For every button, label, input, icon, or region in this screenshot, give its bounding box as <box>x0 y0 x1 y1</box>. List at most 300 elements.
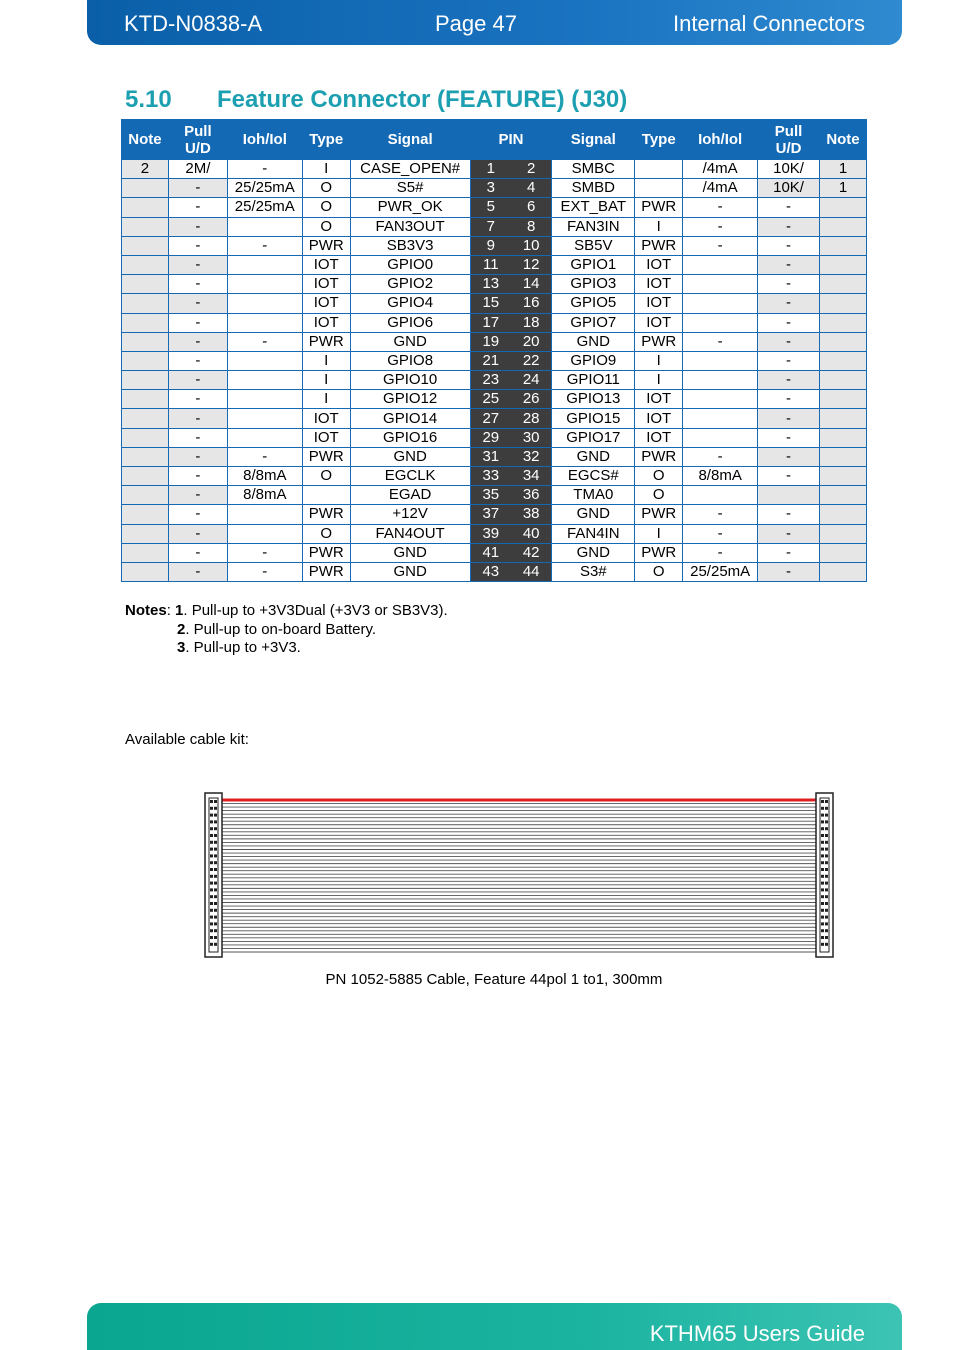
table-cell: I <box>302 390 350 409</box>
table-row <box>122 275 867 294</box>
connector-pin <box>210 902 213 905</box>
pin-number: 10 <box>511 236 552 255</box>
table-cell: I <box>635 524 683 543</box>
pin-number: 18 <box>511 313 552 332</box>
pin-number: 15 <box>470 294 511 313</box>
feature-cable-image <box>204 792 836 960</box>
connector-pin <box>825 875 828 878</box>
table-cell: - <box>168 332 227 351</box>
left-connector <box>205 793 222 957</box>
table-cell <box>227 217 302 236</box>
table-cell: - <box>168 447 227 466</box>
section-number: 5.10 <box>125 86 172 113</box>
connector-pin <box>210 922 213 925</box>
connector-pin <box>821 929 824 932</box>
table-cell: GND <box>552 543 635 562</box>
page-header <box>87 0 902 45</box>
pin-number: 26 <box>511 390 552 409</box>
table-cell: GPIO1 <box>552 255 635 274</box>
table-cell: PWR <box>302 236 350 255</box>
page-footer <box>87 1303 902 1350</box>
table-row <box>122 198 867 217</box>
table-cell <box>122 313 169 332</box>
table-cell: O <box>635 562 683 581</box>
table-cell: IOT <box>635 275 683 294</box>
table-cell <box>122 409 169 428</box>
table-cell: PWR <box>635 505 683 524</box>
table-cell: EGCS# <box>552 467 635 486</box>
table-cell: IOT <box>302 294 350 313</box>
pin-number: 23 <box>470 371 511 390</box>
table-cell: PWR <box>302 562 350 581</box>
table-row <box>122 524 867 543</box>
connector-pin <box>825 807 828 810</box>
connector-pin <box>210 909 213 912</box>
section-title: Internal Connectors <box>673 11 865 36</box>
table-cell: S5# <box>350 179 470 198</box>
pin-number: 43 <box>470 562 511 581</box>
table-cell: FAN4IN <box>552 524 635 543</box>
table-cell: - <box>168 409 227 428</box>
table-cell: - <box>758 255 820 274</box>
pin-number: 3 <box>470 179 511 198</box>
connector-pin <box>821 916 824 919</box>
right-connector <box>816 793 833 957</box>
table-cell: GPIO4 <box>350 294 470 313</box>
table-cell: - <box>758 467 820 486</box>
pin-number: 28 <box>511 409 552 428</box>
table-row <box>122 255 867 274</box>
table-cell <box>122 447 169 466</box>
connector-pin <box>214 800 217 803</box>
connector-pin <box>210 807 213 810</box>
table-row <box>122 160 867 179</box>
table-cell <box>122 255 169 274</box>
connector-pin <box>214 895 217 898</box>
table-cell <box>122 505 169 524</box>
table-cell: - <box>683 447 758 466</box>
page-number: Page 47 <box>435 11 517 36</box>
table-cell: EGAD <box>350 486 470 505</box>
table-row <box>122 371 867 390</box>
header-pull-right: Pull U/D <box>758 120 820 160</box>
connector-pin <box>821 820 824 823</box>
table-cell <box>122 428 169 447</box>
connector-pin <box>210 814 213 817</box>
table-row <box>122 562 867 581</box>
table-cell: GND <box>552 447 635 466</box>
pin-number: 25 <box>470 390 511 409</box>
connector-pin <box>825 820 828 823</box>
table-cell: +12V <box>350 505 470 524</box>
table-cell: - <box>168 505 227 524</box>
table-cell: IOT <box>302 275 350 294</box>
table-cell <box>819 543 866 562</box>
table-cell: EGCLK <box>350 467 470 486</box>
table-cell: GPIO11 <box>552 371 635 390</box>
connector-pin <box>821 814 824 817</box>
table-cell: - <box>758 217 820 236</box>
connector-pin <box>821 902 824 905</box>
table-cell <box>227 255 302 274</box>
header-iohiol-left: Ioh/Iol <box>227 120 302 160</box>
table-cell: - <box>168 275 227 294</box>
connector-pin <box>825 909 828 912</box>
table-cell: - <box>168 217 227 236</box>
connector-pin <box>825 800 828 803</box>
table-cell: - <box>168 524 227 543</box>
table-cell: - <box>758 351 820 370</box>
connector-pin <box>821 834 824 837</box>
connector-pin <box>821 827 824 830</box>
pin-number: 13 <box>470 275 511 294</box>
table-cell: S3# <box>552 562 635 581</box>
pin-number: 38 <box>511 505 552 524</box>
table-cell <box>819 524 866 543</box>
table-cell: - <box>758 447 820 466</box>
table-cell <box>683 294 758 313</box>
table-row <box>122 217 867 236</box>
table-cell <box>302 486 350 505</box>
connector-pin <box>210 868 213 871</box>
table-cell <box>683 255 758 274</box>
table-cell <box>683 313 758 332</box>
table-row <box>122 447 867 466</box>
table-cell: FAN4OUT <box>350 524 470 543</box>
table-cell <box>819 236 866 255</box>
connector-pin <box>210 841 213 844</box>
table-row <box>122 351 867 370</box>
table-cell: I <box>302 160 350 179</box>
table-cell: 25/25mA <box>227 198 302 217</box>
table-cell: 10K/ <box>758 179 820 198</box>
table-cell <box>819 562 866 581</box>
table-cell: - <box>168 371 227 390</box>
table-row <box>122 236 867 255</box>
table-cell: SB3V3 <box>350 236 470 255</box>
table-cell: - <box>168 179 227 198</box>
header-note-right: Note <box>819 120 866 160</box>
table-row <box>122 294 867 313</box>
table-cell: IOT <box>635 409 683 428</box>
table-cell <box>819 313 866 332</box>
note-line-1: Notes: 1. Pull-up to +3V3Dual (+3V3 or SB3V3). <box>125 602 448 619</box>
connector-pin <box>210 943 213 946</box>
connector-pin <box>214 820 217 823</box>
table-cell: GPIO16 <box>350 428 470 447</box>
table-cell: - <box>227 447 302 466</box>
table-cell: O <box>635 486 683 505</box>
table-cell: - <box>758 562 820 581</box>
table-cell: FAN3IN <box>552 217 635 236</box>
table-cell: IOT <box>302 428 350 447</box>
table-cell: /4mA <box>683 179 758 198</box>
pin-number: 22 <box>511 351 552 370</box>
pin-number: 31 <box>470 447 511 466</box>
connector-pin <box>214 936 217 939</box>
pinout-table-body <box>122 160 867 582</box>
doc-id: KTD-N0838-A <box>124 11 263 36</box>
connector-pin <box>214 909 217 912</box>
note-1-number: 1 <box>175 602 184 619</box>
table-cell <box>819 351 866 370</box>
table-cell: GPIO0 <box>350 255 470 274</box>
table-cell: PWR <box>635 198 683 217</box>
table-cell <box>227 275 302 294</box>
connector-pin <box>821 800 824 803</box>
table-cell: - <box>758 332 820 351</box>
connector-pin <box>821 909 824 912</box>
connector-pin <box>825 943 828 946</box>
table-cell <box>122 236 169 255</box>
table-cell: I <box>635 217 683 236</box>
connector-pin <box>210 895 213 898</box>
table-cell: - <box>168 428 227 447</box>
table-cell: GPIO3 <box>552 275 635 294</box>
connector-pin <box>214 916 217 919</box>
pin-number: 34 <box>511 467 552 486</box>
table-header-row <box>122 120 867 160</box>
table-cell: - <box>683 198 758 217</box>
table-cell <box>227 294 302 313</box>
table-cell: - <box>168 236 227 255</box>
connector-pin <box>825 834 828 837</box>
table-cell: - <box>168 313 227 332</box>
connector-pin <box>821 895 824 898</box>
table-cell <box>122 467 169 486</box>
table-cell: PWR <box>635 332 683 351</box>
table-row <box>122 409 867 428</box>
connector-pin <box>214 854 217 857</box>
pin-number: 12 <box>511 255 552 274</box>
section-heading <box>125 86 627 114</box>
notes-label: Notes <box>125 602 167 619</box>
table-cell <box>122 390 169 409</box>
connector-pin <box>210 848 213 851</box>
connector-pin <box>210 936 213 939</box>
cable-wires <box>222 800 816 952</box>
pin-number: 44 <box>511 562 552 581</box>
table-cell: PWR <box>635 447 683 466</box>
table-cell: - <box>168 351 227 370</box>
table-cell: GPIO7 <box>552 313 635 332</box>
table-cell <box>819 371 866 390</box>
table-cell <box>227 371 302 390</box>
table-cell <box>122 179 169 198</box>
table-cell: GND <box>350 332 470 351</box>
connector-pin <box>821 875 824 878</box>
connector-pin <box>210 861 213 864</box>
connector-pin <box>214 807 217 810</box>
pin-number: 29 <box>470 428 511 447</box>
table-row <box>122 467 867 486</box>
pin-number: 16 <box>511 294 552 313</box>
connector-pin <box>214 888 217 891</box>
table-cell: - <box>758 428 820 447</box>
table-cell: - <box>227 160 302 179</box>
table-cell <box>819 447 866 466</box>
table-cell: FAN3OUT <box>350 217 470 236</box>
header-pin: PIN <box>470 120 552 160</box>
table-cell: GPIO14 <box>350 409 470 428</box>
table-cell <box>683 486 758 505</box>
table-cell: - <box>758 371 820 390</box>
table-cell <box>683 428 758 447</box>
pin-number: 41 <box>470 543 511 562</box>
connector-pin <box>214 929 217 932</box>
table-cell: 8/8mA <box>683 467 758 486</box>
connector-pin <box>214 841 217 844</box>
table-cell <box>819 428 866 447</box>
table-row <box>122 313 867 332</box>
header-signal-left: Signal <box>350 120 470 160</box>
table-cell: - <box>683 543 758 562</box>
pin-number: 35 <box>470 486 511 505</box>
connector-pin <box>214 922 217 925</box>
connector-pin <box>825 902 828 905</box>
table-cell <box>819 217 866 236</box>
pin-number: 5 <box>470 198 511 217</box>
table-cell: PWR <box>302 505 350 524</box>
table-cell: O <box>635 467 683 486</box>
table-row <box>122 428 867 447</box>
table-cell: PWR <box>635 236 683 255</box>
table-cell: GPIO10 <box>350 371 470 390</box>
header-type-left: Type <box>302 120 350 160</box>
table-cell: - <box>758 198 820 217</box>
table-cell: - <box>758 294 820 313</box>
table-cell: IOT <box>635 255 683 274</box>
table-row <box>122 486 867 505</box>
pin-number: 30 <box>511 428 552 447</box>
table-cell: PWR <box>302 447 350 466</box>
table-cell: - <box>758 543 820 562</box>
table-cell: - <box>168 390 227 409</box>
connector-pin <box>214 902 217 905</box>
table-cell: - <box>168 562 227 581</box>
table-cell <box>635 179 683 198</box>
table-cell: O <box>302 179 350 198</box>
table-cell <box>122 371 169 390</box>
table-cell <box>227 524 302 543</box>
table-cell: - <box>758 275 820 294</box>
pin-number: 7 <box>470 217 511 236</box>
pin-number: 24 <box>511 371 552 390</box>
table-cell <box>819 390 866 409</box>
pin-number: 6 <box>511 198 552 217</box>
table-cell: /4mA <box>683 160 758 179</box>
table-cell <box>227 505 302 524</box>
table-cell: 25/25mA <box>683 562 758 581</box>
table-cell <box>122 275 169 294</box>
table-cell <box>819 332 866 351</box>
table-cell: GPIO17 <box>552 428 635 447</box>
table-cell: SMBD <box>552 179 635 198</box>
table-cell: - <box>168 543 227 562</box>
pin-number: 33 <box>470 467 511 486</box>
table-cell: TMA0 <box>552 486 635 505</box>
table-cell: SB5V <box>552 236 635 255</box>
table-cell <box>819 467 866 486</box>
table-cell: GPIO12 <box>350 390 470 409</box>
table-cell: - <box>683 524 758 543</box>
table-cell <box>227 428 302 447</box>
table-cell: GND <box>552 505 635 524</box>
connector-pin <box>825 882 828 885</box>
connector-pin <box>821 943 824 946</box>
connector-pin <box>825 848 828 851</box>
table-row <box>122 179 867 198</box>
table-cell: - <box>168 467 227 486</box>
table-cell: - <box>168 294 227 313</box>
table-cell: IOT <box>302 313 350 332</box>
table-cell: IOT <box>302 255 350 274</box>
connector-pin <box>825 868 828 871</box>
table-cell: 2 <box>122 160 169 179</box>
table-cell: - <box>758 236 820 255</box>
cable-caption: PN 1052-5885 Cable, Feature 44pol 1 to1, 300mm <box>325 971 663 988</box>
table-cell: GPIO15 <box>552 409 635 428</box>
table-cell: GPIO8 <box>350 351 470 370</box>
table-cell <box>122 198 169 217</box>
table-cell: - <box>758 313 820 332</box>
table-cell: IOT <box>635 313 683 332</box>
header-note-left: Note <box>122 120 169 160</box>
table-cell <box>122 351 169 370</box>
connector-pin <box>821 868 824 871</box>
connector-pin <box>210 875 213 878</box>
pin-number: 19 <box>470 332 511 351</box>
table-cell: - <box>227 543 302 562</box>
table-cell: - <box>758 409 820 428</box>
table-cell <box>635 160 683 179</box>
connector-pin <box>214 827 217 830</box>
connector-pin <box>214 848 217 851</box>
table-cell: IOT <box>302 409 350 428</box>
note-1-text: . Pull-up to +3V3Dual (+3V3 or SB3V3). <box>183 602 448 619</box>
table-row <box>122 390 867 409</box>
connector-pin <box>210 820 213 823</box>
table-cell <box>122 486 169 505</box>
table-cell: 10K/ <box>758 160 820 179</box>
notes-block <box>125 602 448 658</box>
table-cell: O <box>302 467 350 486</box>
connector-pin <box>214 875 217 878</box>
connector-pin <box>825 827 828 830</box>
table-cell <box>227 409 302 428</box>
section-heading-title: Feature Connector (FEATURE) (J30) <box>217 86 628 113</box>
note-line-2 <box>125 621 448 640</box>
table-cell <box>683 390 758 409</box>
table-cell: O <box>302 198 350 217</box>
connector-pin <box>214 943 217 946</box>
note-3-text: . Pull-up to +3V3. <box>185 639 301 656</box>
table-cell: I <box>302 351 350 370</box>
connector-pin <box>821 848 824 851</box>
connector-pin <box>825 936 828 939</box>
table-cell: - <box>683 332 758 351</box>
note-3-number: 3 <box>177 639 186 656</box>
table-cell: GND <box>350 562 470 581</box>
connector-pin <box>214 882 217 885</box>
table-cell: 1 <box>819 179 866 198</box>
table-cell <box>122 524 169 543</box>
table-cell: IOT <box>635 428 683 447</box>
table-cell: PWR <box>302 332 350 351</box>
cable-kit-label: Available cable kit: <box>125 731 249 748</box>
table-row <box>122 332 867 351</box>
connector-pin <box>825 861 828 864</box>
